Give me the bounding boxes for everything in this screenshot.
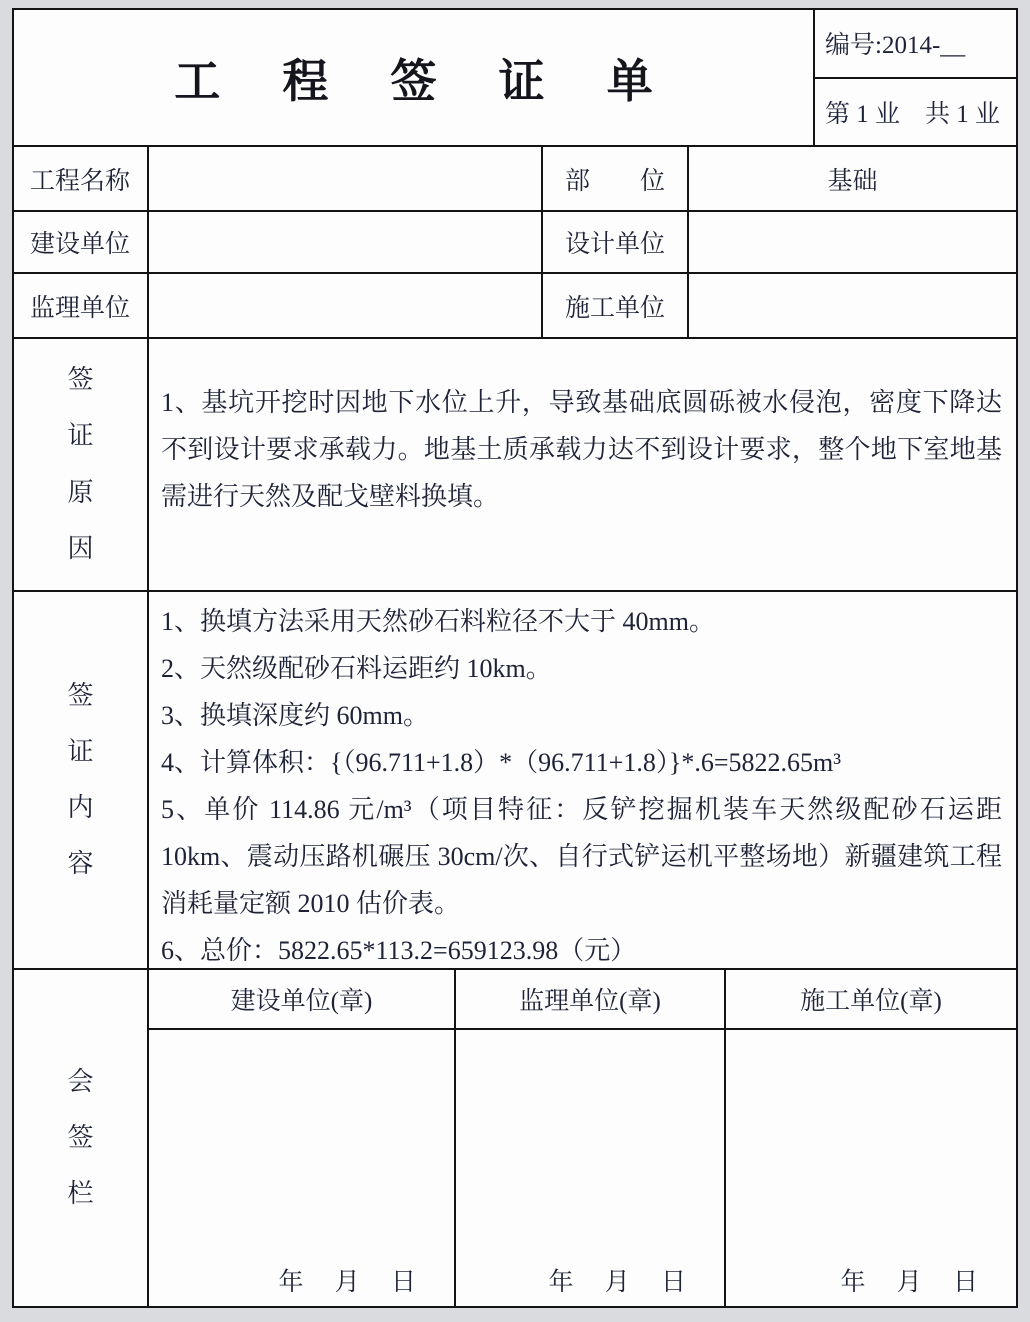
project-name-label: 工程名称 [30, 167, 131, 195]
page-number: 第 1 业 共 1 业 [815, 77, 1016, 146]
part-value: 基础 [687, 147, 1016, 210]
part-label: 部 位 [541, 147, 687, 210]
content-item-3: 3、换填深度约 60mm。 [161, 701, 429, 730]
content-item-6: 6、总价：5822.65*113.2=659123.98（元） [161, 936, 637, 965]
owner-date-line: 年 月 日 [278, 1269, 416, 1296]
project-name-value [147, 147, 541, 210]
construction-date-line: 年 月 日 [840, 1269, 978, 1296]
title-cell [14, 10, 813, 145]
supervision-unit-label: 监理单位 [30, 294, 131, 322]
signoff-col-construction [724, 970, 1016, 1306]
design-unit-value [687, 212, 1016, 272]
header-row [14, 10, 1016, 145]
reason-section [14, 337, 1016, 590]
doc-number: 编号:2014-__ [825, 32, 966, 60]
owner-stamp-area [149, 1030, 454, 1306]
content-item-5: 5、单价 114.86 元/m³（项目特征：反铲挖掘机装车天然级配砂石运距 10km、震动压路机碾压 30cm/次、自行式铲运机平整场地）新疆建筑工程消耗量定额 2010 估价表。 [161, 795, 1002, 918]
signoff-section [14, 968, 1016, 1306]
supervision-stamp-area [456, 1030, 724, 1306]
content-section [14, 590, 1016, 968]
reason-label: 签证原因 [67, 365, 94, 563]
reason-label-cell [14, 339, 147, 590]
design-unit-label: 设计单位 [541, 212, 687, 272]
info-row-supervisor [14, 272, 1016, 337]
construction-stamp-header: 施工单位(章) [726, 970, 1016, 1030]
content-label-cell [14, 592, 147, 968]
owner-stamp-header: 建设单位(章) [149, 970, 454, 1030]
supervision-stamp-header: 监理单位(章) [456, 970, 724, 1030]
content-items [147, 592, 1016, 968]
info-row-owner [14, 210, 1016, 272]
supervision-unit-value [147, 274, 541, 337]
content-label: 签证内容 [67, 680, 94, 879]
signoff-label-cell [14, 970, 147, 1306]
construction-unit-value [687, 274, 1016, 337]
signoff-label: 会签栏 [67, 1066, 94, 1209]
info-row-project [14, 145, 1016, 210]
visa-form-sheet [12, 8, 1018, 1308]
owner-unit-label: 建设单位 [30, 231, 131, 258]
reason-text: 1、基坑开挖时因地下水位上升，导致基础底圆砾被水侵泡，密度下降达不到设计要求承载力。地基土质承载力达不到设计要求，整个地下室地基需进行天然及配戈壁料换填。 [147, 339, 1016, 590]
content-item-2: 2、天然级配砂石料运距约 10km。 [161, 654, 552, 683]
page-title: 工 程 签 证 单 [174, 55, 678, 107]
content-item-4: 4、计算体积：{（96.711+1.8）*（96.711+1.8）}*.6=5822.65m³ [161, 748, 842, 777]
header-right-block [813, 10, 1016, 145]
construction-stamp-area [726, 1030, 1016, 1306]
owner-unit-value [147, 212, 541, 272]
content-item-1: 1、换填方法采用天然砂石料粒径不大于 40mm。 [161, 607, 715, 636]
construction-unit-label: 施工单位 [541, 274, 687, 337]
signoff-col-owner [147, 970, 454, 1306]
signoff-col-supervision [454, 970, 724, 1306]
supervision-date-line: 年 月 日 [548, 1269, 686, 1296]
